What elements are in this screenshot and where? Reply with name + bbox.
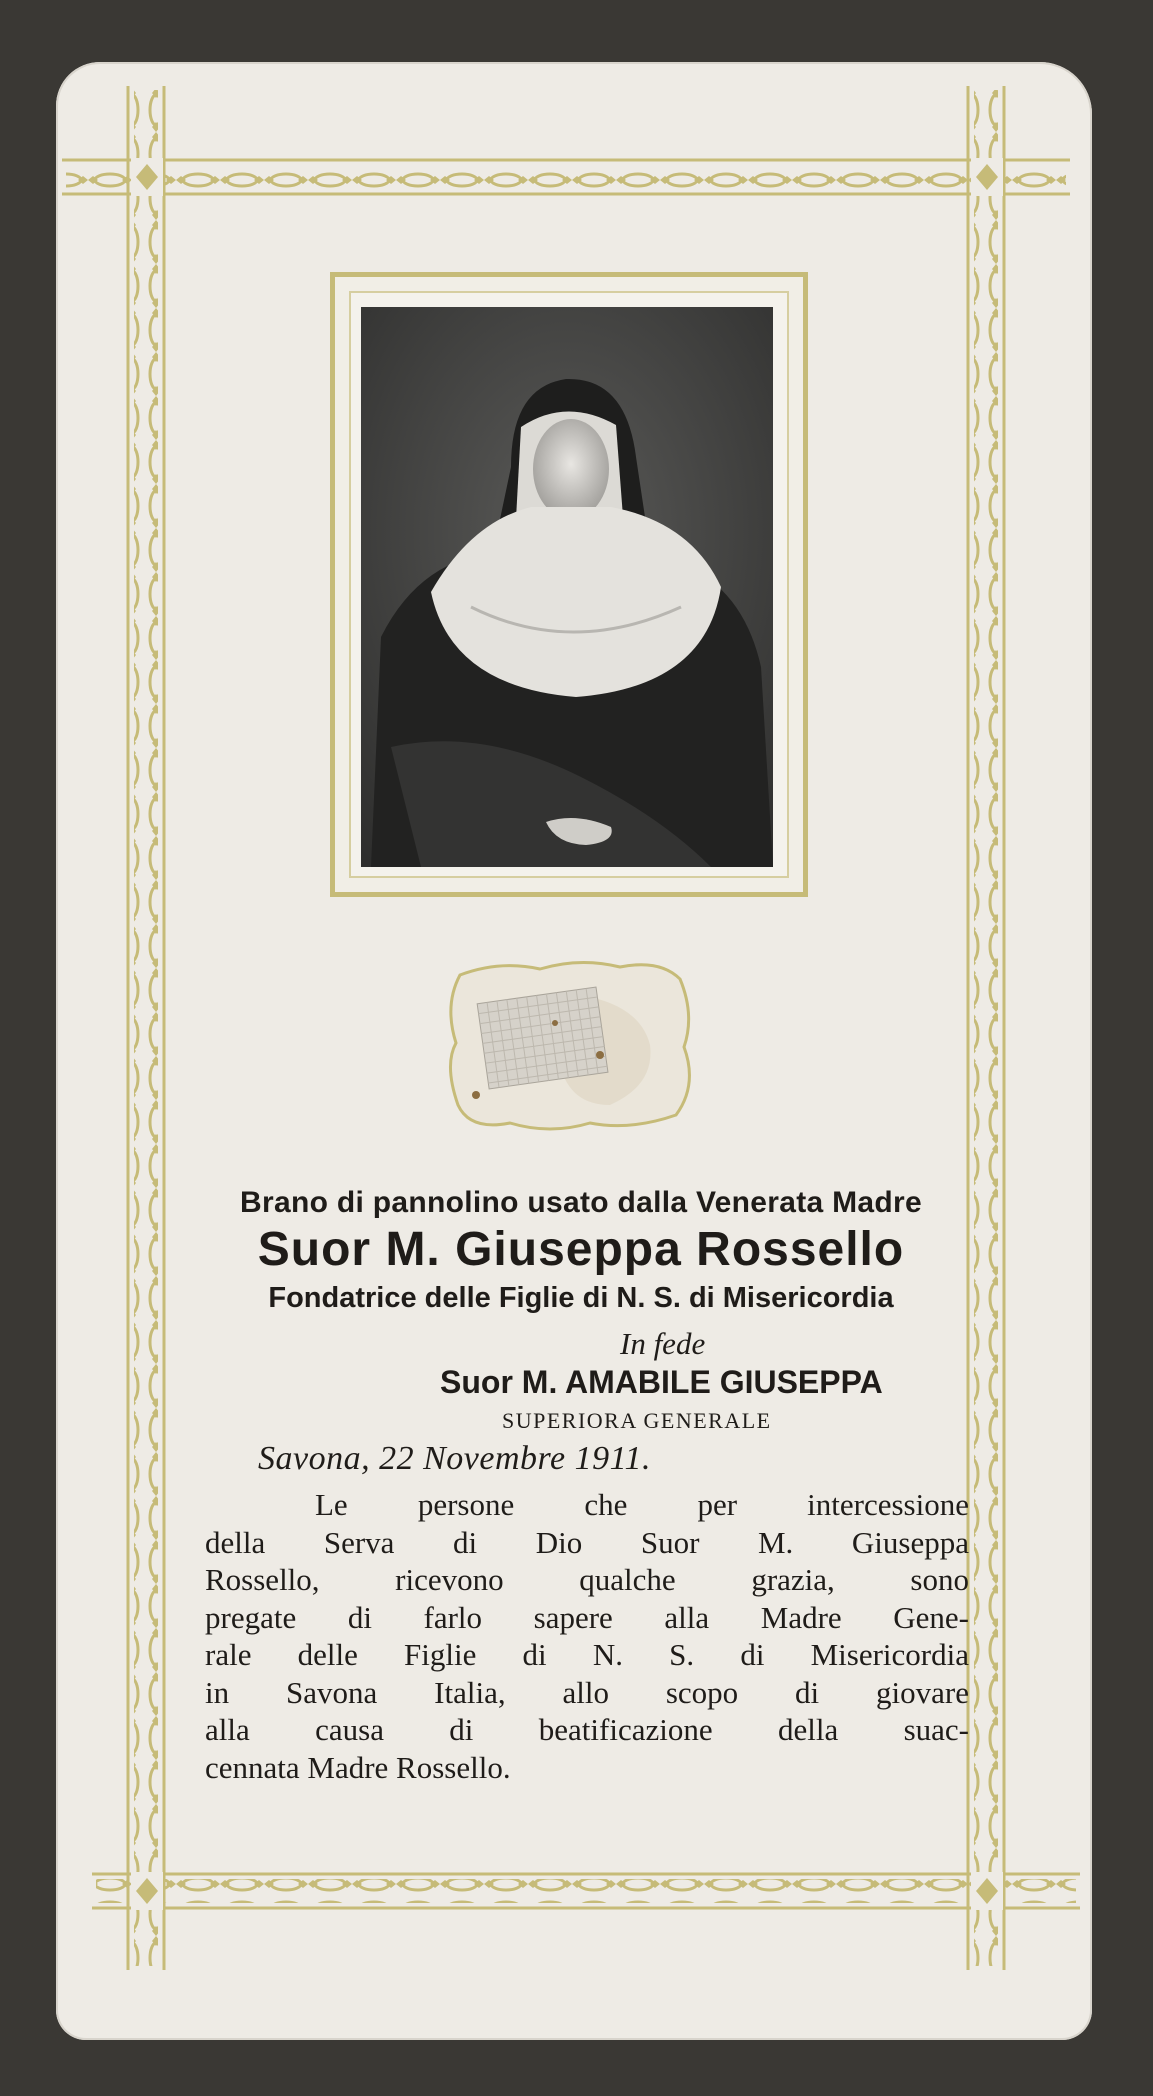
portrait-photo (361, 307, 773, 867)
relic-caption: Brano di pannolino usato dalla Venerata Madre (240, 1186, 922, 1219)
signer-name: Suor M. AMABILE GIUSEPPA (440, 1364, 883, 1400)
notice-line: cennata Madre Rossello. (205, 1749, 511, 1785)
prayer-notice (205, 1486, 969, 1786)
notice-line: Rossello, ricevono qualche grazia, sono (205, 1562, 969, 1597)
notice-line: pregate di farlo sapere alla Madre Gene- (205, 1599, 969, 1635)
venerable-name: Suor M. Giuseppa Rossello (257, 1223, 905, 1276)
place-date: Savona, 22 Novembre 1911. (258, 1440, 652, 1477)
notice-line: Le persone che per intercessione (315, 1487, 969, 1522)
notice-line: alla causa di beatificazione della suac- (205, 1712, 969, 1747)
portrait-frame (330, 272, 808, 897)
notice-line: rale delle Figlie di N. S. di Misericordia (205, 1637, 969, 1672)
notice-line: in Savona Italia, allo scopo di giovare (205, 1674, 969, 1710)
founder-subtitle: Fondatrice delle Figlie di N. S. di Misericordia (268, 1282, 894, 1314)
signer-role: SUPERIORA GENERALE (502, 1408, 772, 1433)
in-fede-text: In fede (620, 1326, 706, 1361)
cloth-relic (440, 955, 700, 1135)
notice-line: della Serva di Dio Suor M. Giuseppa (205, 1524, 969, 1560)
